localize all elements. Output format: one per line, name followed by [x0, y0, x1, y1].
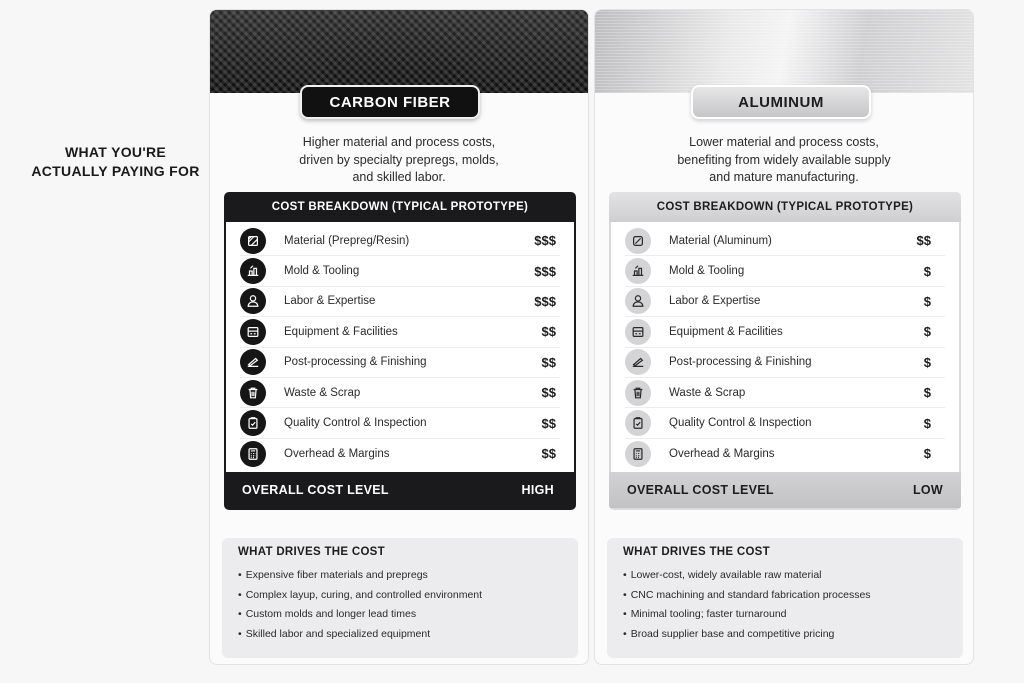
overall-cost-label: OVERALL COST LEVEL — [242, 483, 389, 497]
cost-row-value: $$$ — [534, 233, 556, 249]
cost-row — [240, 348, 560, 378]
aluminum-cost-breakdown — [609, 192, 961, 510]
side-label — [28, 143, 203, 181]
desc-line: Higher material and process costs, — [302, 135, 496, 149]
cost-row-value: $ — [923, 415, 931, 431]
cost-row-label: Equipment & Facilities — [669, 325, 783, 338]
cost-row-value: $ — [923, 293, 931, 309]
side-label-line1: WHAT YOU'RE — [65, 144, 166, 160]
cost-row — [240, 287, 560, 317]
cost-row-label: Labor & Expertise — [669, 295, 761, 308]
cost-row-value: $ — [923, 263, 931, 279]
cost-row — [625, 256, 945, 286]
breakdown-title: COST BREAKDOWN (TYPICAL PROTOTYPE) — [609, 192, 961, 222]
equipment-icon — [240, 319, 266, 345]
cost-driver-item: • Custom molds and longer lead times — [238, 605, 562, 625]
cost-row — [625, 287, 945, 317]
cost-row-label: Quality Control & Inspection — [284, 417, 427, 430]
cost-row — [625, 408, 945, 438]
overall-cost-label: OVERALL COST LEVEL — [627, 483, 774, 497]
mold-icon — [625, 258, 651, 284]
clipboard-icon — [625, 410, 651, 436]
cost-row-label: Material (Aluminum) — [669, 234, 772, 247]
carbon-fiber-card — [209, 9, 589, 665]
aluminum-title: ALUMINUM — [691, 85, 871, 119]
cost-driver-item: • Lower-cost, widely available raw material — [623, 566, 947, 586]
cost-row-value: $$$ — [534, 263, 556, 279]
cost-row-label: Waste & Scrap — [284, 386, 361, 399]
side-label-line2: ACTUALLY PAYING FOR — [31, 163, 200, 179]
cost-row — [625, 378, 945, 408]
cost-row — [240, 317, 560, 347]
desc-line: driven by specialty prepregs, molds, — [299, 152, 499, 167]
cost-drivers-title: WHAT DRIVES THE COST — [238, 546, 385, 558]
aluminum-description — [615, 134, 953, 187]
finishing-icon — [625, 349, 651, 375]
cost-row-value: $ — [923, 354, 931, 370]
cost-drivers-list — [623, 566, 947, 644]
cost-row — [240, 226, 560, 256]
cost-drivers — [222, 538, 578, 658]
equipment-icon — [625, 319, 651, 345]
cost-driver-item: • Broad supplier base and competitive pricing — [623, 625, 947, 645]
cost-row — [625, 348, 945, 378]
cost-drivers-title: WHAT DRIVES THE COST — [623, 546, 770, 558]
cost-row-value: $$ — [541, 354, 556, 370]
cost-driver-item: • Skilled labor and specialized equipment — [238, 625, 562, 645]
carbon-cost-breakdown — [224, 192, 576, 510]
clipboard-icon — [240, 410, 266, 436]
cost-row — [625, 317, 945, 347]
cost-row — [240, 439, 560, 469]
cost-row — [240, 378, 560, 408]
aluminum-texture — [595, 10, 973, 93]
overall-cost — [224, 472, 576, 508]
cost-row-label: Overhead & Margins — [284, 447, 390, 460]
carbon-fiber-title: CARBON FIBER — [300, 85, 480, 119]
cost-driver-item: • CNC machining and standard fabrication processes — [623, 586, 947, 606]
cost-row-value: $ — [923, 324, 931, 340]
desc-line: benefiting from widely available supply — [677, 152, 891, 167]
cost-driver-item: • Complex layup, curing, and controlled environment — [238, 586, 562, 606]
overall-cost-value: LOW — [912, 483, 943, 497]
cost-row-value: $$ — [541, 415, 556, 431]
cost-row-label: Mold & Tooling — [284, 265, 360, 278]
cost-row-label: Quality Control & Inspection — [669, 417, 812, 430]
cost-row-value: $ — [923, 385, 931, 401]
breakdown-list — [611, 222, 959, 472]
mold-icon — [240, 258, 266, 284]
cost-row-value: $$ — [541, 385, 556, 401]
aluminum-card — [594, 9, 974, 665]
cost-row-label: Overhead & Margins — [669, 447, 775, 460]
finishing-icon — [240, 349, 266, 375]
cost-row — [625, 226, 945, 256]
calculator-icon — [625, 441, 651, 467]
cost-row-label: Labor & Expertise — [284, 295, 376, 308]
breakdown-title: COST BREAKDOWN (TYPICAL PROTOTYPE) — [271, 201, 529, 213]
cost-row-label: Equipment & Facilities — [284, 325, 398, 338]
cost-row-value: $$$ — [534, 293, 556, 309]
cost-row-label: Post-processing & Finishing — [669, 356, 812, 369]
cost-row-label: Waste & Scrap — [669, 386, 746, 399]
breakdown-list — [226, 222, 574, 472]
material-icon — [240, 228, 266, 254]
cost-row — [240, 408, 560, 438]
carbon-fiber-texture — [210, 10, 588, 93]
cost-drivers-list — [238, 566, 562, 644]
cost-row-value: $$ — [541, 446, 556, 462]
cost-row — [625, 439, 945, 469]
cost-row-label: Mold & Tooling — [669, 265, 745, 278]
labor-icon — [240, 288, 266, 314]
desc-line: and skilled labor. — [352, 170, 446, 184]
desc-line: Lower material and process costs, — [689, 135, 879, 149]
cost-driver-item: • Expensive fiber materials and prepregs — [238, 566, 562, 586]
cost-row-value: $ — [923, 446, 931, 462]
overall-cost-value: HIGH — [521, 483, 554, 497]
trash-icon — [625, 380, 651, 406]
cost-row-value: $$ — [541, 324, 556, 340]
cost-driver-item: • Minimal tooling; faster turnaround — [623, 605, 947, 625]
trash-icon — [240, 380, 266, 406]
cost-row-value: $$ — [916, 233, 931, 249]
cost-drivers — [607, 538, 963, 658]
cost-row-label: Material (Prepreg/Resin) — [284, 234, 410, 247]
carbon-fiber-description — [230, 134, 568, 187]
labor-icon — [625, 288, 651, 314]
cost-row-label: Post-processing & Finishing — [284, 356, 427, 369]
desc-line: and mature manufacturing. — [709, 170, 859, 184]
calculator-icon — [240, 441, 266, 467]
cost-row — [240, 256, 560, 286]
overall-cost — [609, 472, 961, 508]
material-icon — [625, 228, 651, 254]
